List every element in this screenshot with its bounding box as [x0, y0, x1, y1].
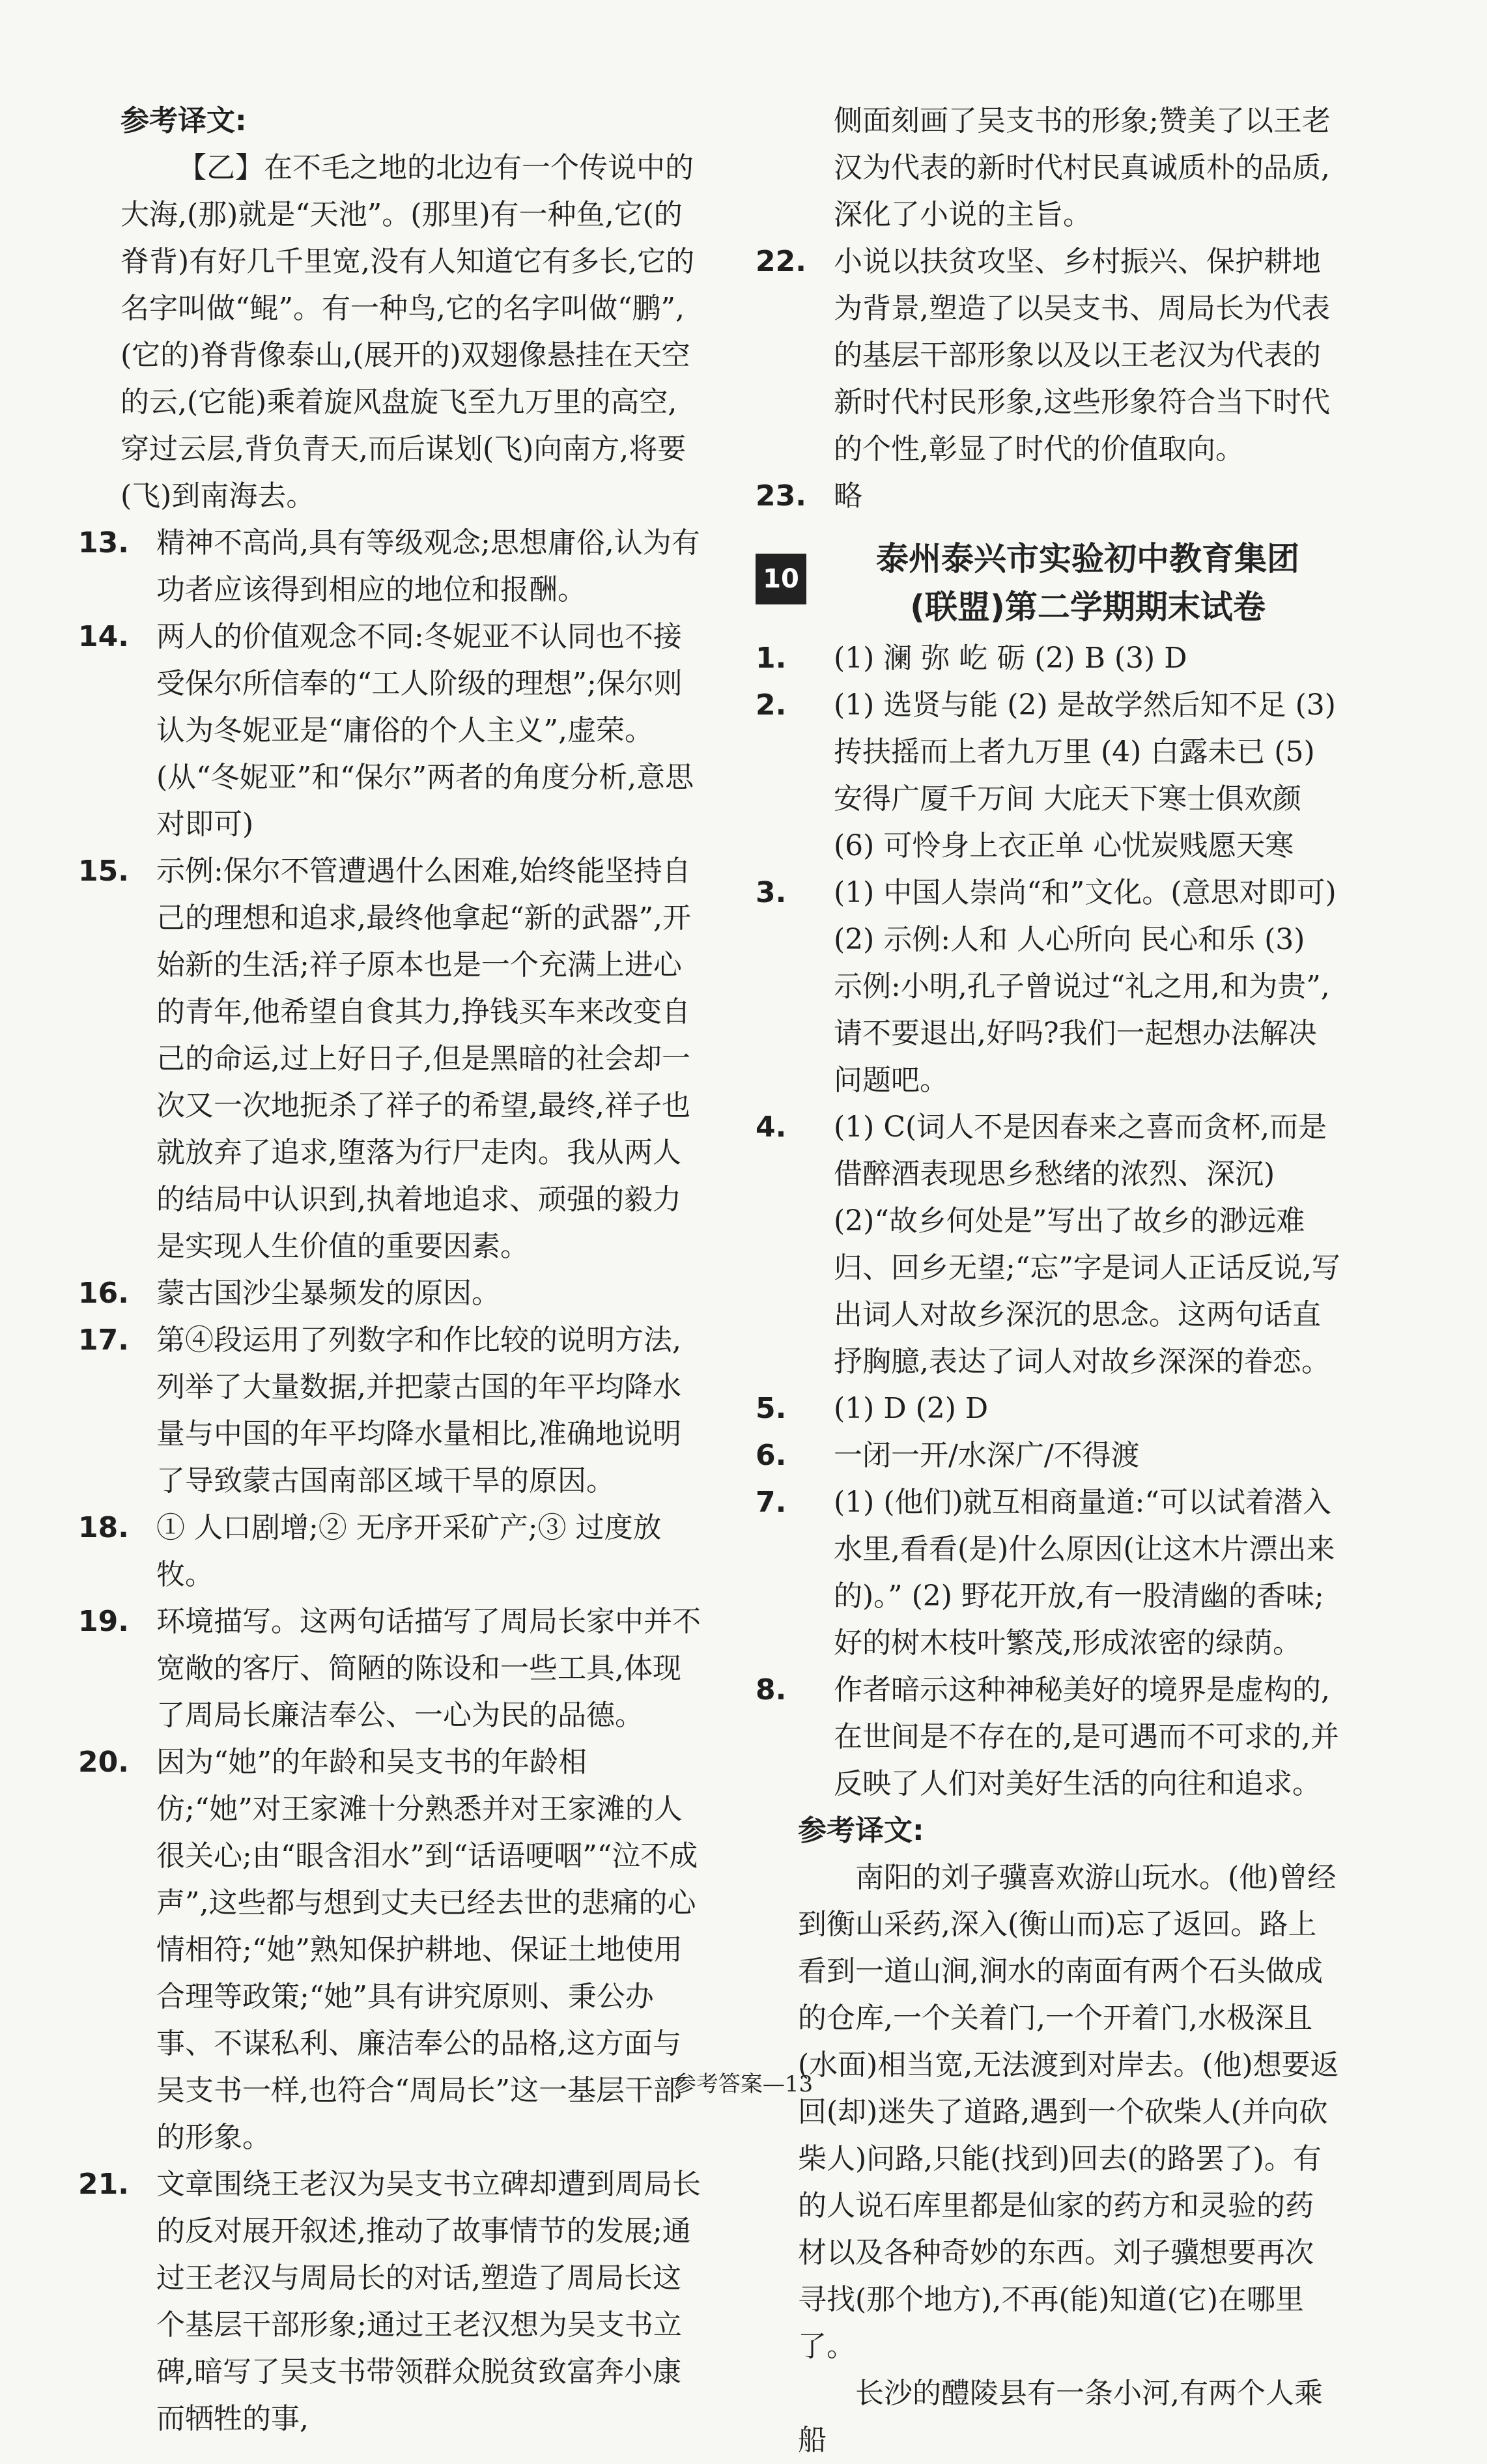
answer-item: [756, 635, 1342, 682]
answer-item: [78, 1505, 703, 1598]
reference-translation-paragraph-3: 长沙的醴陵县有一条小河,有两个人乘船: [798, 2377, 1323, 2457]
right-column: [756, 98, 1342, 2464]
item-text: ① 人口剧增;② 无序开采矿产;③ 过度放牧。: [156, 1511, 662, 1591]
item-text: 示例:保尔不管遭遇什么困难,始终能坚持自己的理想和追求,最终他拿起“新的武器”,开始新的生活;祥子原本也是一个充满上进心的青年,他希望自食其力,挣钱买车来改变自己的命运,过上好日子,但是黑暗的社会却一次又一次地扼杀了祥子的希望,最终,祥子也就放弃了追求,堕落为行尸走肉。我从两人的结局中认识到,执着地追求、顽强的毅力是实现人生价值的重要因素。: [156, 855, 691, 1263]
item-text: 第④段运用了列数字和作比较的说明方法,列举了大量数据,并把蒙古国的年平均降水量与中国的年平均降水量相比,准确地说明了导致蒙古国南部区域干旱的原因。: [156, 1324, 681, 1497]
item-number: 8.: [756, 1673, 787, 1706]
reference-translation-title-2: 参考译文:: [798, 1814, 924, 1847]
item-21-continuation: 侧面刻画了吴支书的形象;赞美了以王老汉为代表的新时代村民真诚质朴的品质,深化了小说的主旨。: [834, 104, 1331, 231]
reference-translation-paragraph: 【乙】在不毛之地的北边有一个传说中的大海,(那)就是“天池”。(那里)有一种鱼,它(的脊背)有好几千里宽,没有人知道它有多长,它的名字叫做“鲲”。有一种鸟,它的名字叫做“鹏”,(它的)脊背像泰山,(展开的)双翅像悬挂在天空的云,(它能)乘着旋风盘旋飞至九万里的高空,穿过云层,背负青天,而后谋划(飞)向南方,将要(飞)到南海去。: [120, 151, 695, 513]
item-text: (1) (他们)就互相商量道:“可以试着潜入水里,看看(是)什么原因(让这木片漂出来的)。” (2) 野花开放,有一股清幽的香味;好的树木枝叶繁茂,形成浓密的绿荫。: [834, 1486, 1335, 1660]
answer-item: [78, 1270, 703, 1317]
item-number: 17.: [78, 1324, 129, 1357]
item-text: (1) 中国人崇尚“和”文化。(意思对即可) (2) 示例:人和 人心所向 民心和乐 (3) 示例:小明,孔子曾说过“礼之用,和为贵”,请不要退出,好吗?我们一起想办法解决问题吧。: [834, 876, 1337, 1097]
item-number: 2.: [756, 688, 787, 722]
item-number: 14.: [78, 620, 129, 653]
section-header: [756, 524, 1342, 631]
answer-item: [756, 870, 1342, 1104]
item-number: 22.: [756, 245, 806, 278]
item-text: 环境描写。这两句话描写了周局长家中并不宽敞的客厅、简陋的陈设和一些工具,体现了周局长廉洁奉公、一心为民的品德。: [156, 1605, 701, 1732]
item-text: 因为“她”的年龄和吴支书的年龄相仿;“她”对王家滩十分熟悉并对王家滩的人很关心;由“眼含泪水”到“话语哽咽”“泣不成声”,这些都与想到丈夫已经去世的悲痛的心情相符;“她”熟知保护耕地、保证土地使用合理等政策;“她”具有讲究原则、秉公办事、不谋私利、廉洁奉公的品格,这方面与吴支书一样,也符合“周局长”这一基层干部的形象。: [156, 1746, 698, 2154]
answer-item: [756, 1104, 1342, 1385]
item-text: 一闭一开/水深广/不得渡: [834, 1439, 1140, 1472]
answer-item: [756, 1667, 1342, 1807]
reference-translation-title: 参考译文:: [120, 104, 247, 137]
item-number: 19.: [78, 1605, 129, 1638]
item-number: 1.: [756, 642, 787, 675]
section-title-line-1: 泰州泰兴市实验初中教育集团: [876, 540, 1299, 578]
item-text: 作者暗示这种神秘美好的境界是虚构的,在世间是不存在的,是可遇而不可求的,并反映了人们对美好生活的向往和追求。: [834, 1673, 1339, 1800]
answer-item: [78, 848, 703, 1270]
answer-item: [756, 1385, 1342, 1432]
section-title-line-2: (联盟)第二学期期末试卷: [910, 588, 1266, 626]
answer-item: [78, 1598, 703, 1739]
item-text: (1) 澜 弥 屹 砺 (2) B (3) D: [834, 642, 1187, 675]
answer-item: [756, 682, 1342, 870]
item-text: (1) D (2) D: [834, 1392, 989, 1425]
item-number: 13.: [78, 526, 129, 559]
item-text: 文章围绕王老汉为吴支书立碑却遭到周局长的反对展开叙述,推动了故事情节的发展;通过王老汉与周局长的对话,塑造了周局长这个基层干部形象;通过王老汉想为吴支书立碑,暗写了吴支书带领群众脱贫致富奔小康而牺牲的事,: [156, 2168, 701, 2435]
item-text: (1) 选贤与能 (2) 是故学然后知不足 (3) 抟扶摇而上者九万里 (4) 白露未已 (5) 安得广厦千万间 大庇天下寒士俱欢颜 (6) 可怜身上衣正单 心忧炭贱愿天寒: [834, 688, 1336, 862]
item-number: 16.: [78, 1277, 129, 1310]
item-number: 21.: [78, 2168, 129, 2201]
answer-item: [756, 1479, 1342, 1667]
answer-item: [78, 1317, 703, 1505]
answer-item: [78, 520, 703, 614]
answer-item: [756, 473, 1342, 520]
page-footer: 参考答案—13: [673, 2071, 814, 2097]
item-text: 精神不高尚,具有等级观念;思想庸俗,认为有功者应该得到相应的地位和报酬。: [156, 526, 700, 606]
item-text: 小说以扶贫攻坚、乡村振兴、保护耕地为背景,塑造了以吴支书、周局长为代表的基层干部形象以及以王老汉为代表的新时代村民形象,这些形象符合当下时代的个性,彰显了时代的价值取向。: [834, 245, 1330, 466]
item-number: 20.: [78, 1746, 129, 1779]
section-number-badge: 10: [756, 554, 806, 604]
item-number: 23.: [756, 479, 806, 513]
answer-item: [78, 2161, 703, 2443]
answer-item: [756, 238, 1342, 473]
reference-translation-paragraph-2: 南阳的刘子骥喜欢游山玩水。(他)曾经到衡山采药,深入(衡山而)忘了返回。路上看到一道山涧,涧水的南面有两个石头做成的仓库,一个关着门,一个开着门,水极深且(水面)相当宽,无法渡到对岸去。(他)想要返回(却)迷失了道路,遇到一个砍柴人(并向砍柴人)问路,只能(找到)回去(的路罢了)。有的人说石库里都是仙家的药方和灵验的药材以及各种奇妙的东西。刘子骥想要再次寻找(那个地方),不再(能)知道(它)在哪里了。: [798, 1861, 1339, 2363]
item-text: 两人的价值观念不同:冬妮亚不认同也不接受保尔所信奉的“工人阶级的理想”;保尔则认为冬妮亚是“庸俗的个人主义”,虚荣。(从“冬妮亚”和“保尔”两者的角度分析,意思对即可): [156, 620, 694, 841]
item-text: (1) C(词人不是因春来之喜而贪杯,而是借醉酒表现思乡愁绪的浓烈、深沉) (2)“故乡何处是”写出了故乡的渺远难归、回乡无望;“忘”字是词人正话反说,写出词人对故乡深沉的思念。这两句话直抒胸臆,表达了词人对故乡深深的眷恋。: [834, 1111, 1340, 1378]
item-text: 蒙古国沙尘暴频发的原因。: [156, 1277, 500, 1310]
item-number: 15.: [78, 855, 129, 888]
item-text: 略: [834, 479, 862, 513]
item-number: 7.: [756, 1486, 787, 1519]
item-number: 5.: [756, 1392, 787, 1425]
answer-item: [78, 614, 703, 848]
item-number: 4.: [756, 1111, 787, 1144]
answer-item: [756, 1432, 1342, 1479]
item-number: 18.: [78, 1511, 129, 1544]
item-number: 6.: [756, 1439, 787, 1472]
item-number: 3.: [756, 876, 787, 909]
